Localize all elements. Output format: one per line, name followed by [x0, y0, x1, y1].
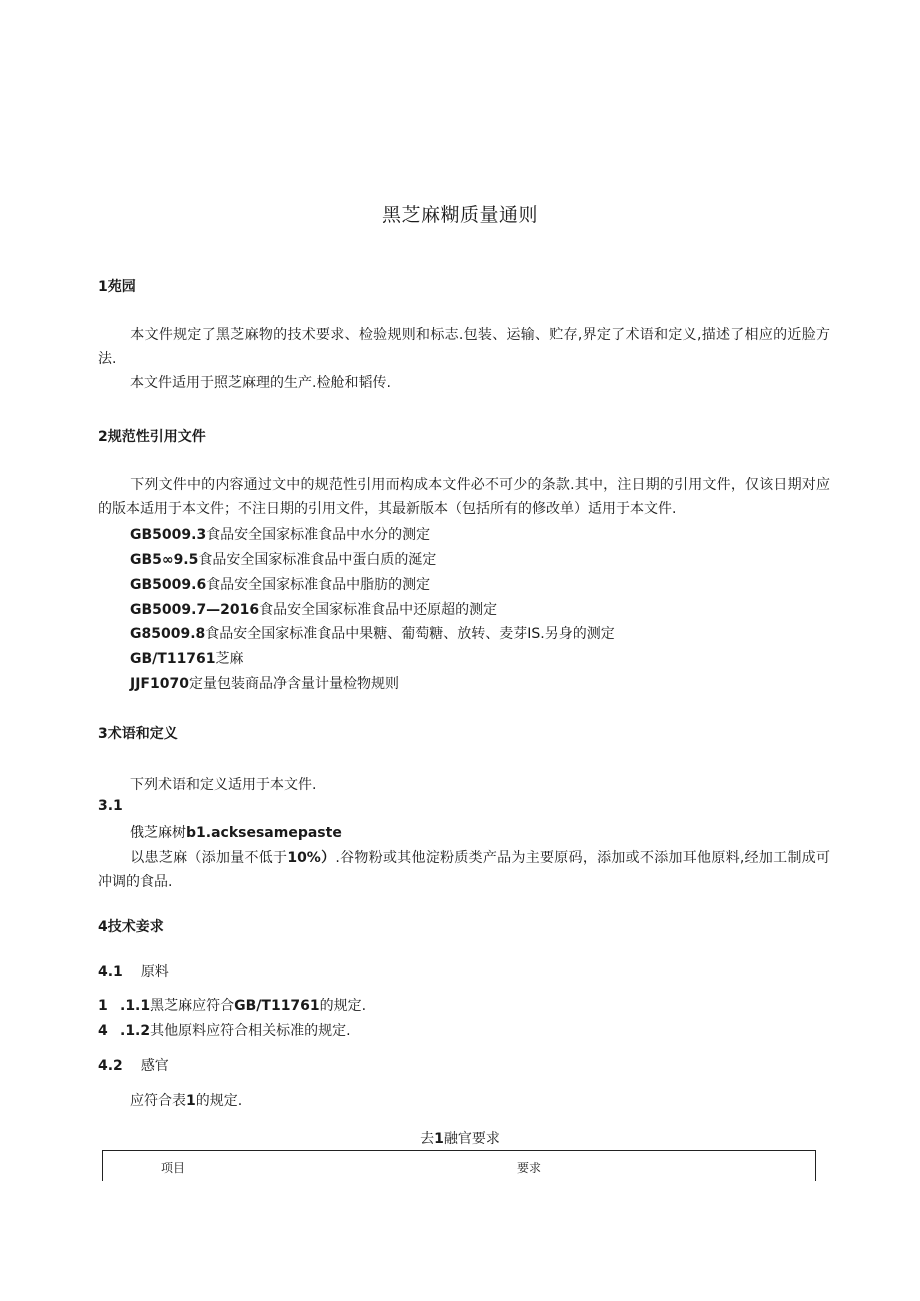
item-number: .1.1: [120, 998, 151, 1014]
item-text: 黑芝麻应符合: [150, 998, 235, 1014]
definition-text-rest: .谷物粉或其他淀粉质类产品为主要原码，添加或不添加耳他原料,经加工制成可冲调的食品.: [98, 850, 831, 890]
reference-code: GB/T11761: [130, 651, 216, 667]
table-caption: [0, 1128, 920, 1148]
term-definition: [98, 846, 830, 894]
item-number: .1.2: [120, 1023, 151, 1039]
section-3-intro: 下列术语和定义适用于本文件.: [130, 777, 317, 793]
reference-item: [130, 549, 436, 569]
reference-item: [130, 574, 430, 594]
reference-title: 食品安全国家标准食品中果糖、葡萄糖、放转、麦芽IS.另身的测定: [205, 626, 615, 642]
term-entry: [130, 822, 342, 842]
table-header-item: 项目: [161, 1161, 186, 1175]
table-ref-number: 1: [186, 1093, 196, 1109]
reference-title: 定量包装商品净含量计量检物规则: [188, 676, 399, 692]
reference-title: 食品安全国家标准食品中水分的测定: [206, 527, 431, 543]
table-ref-text: 应符合表: [130, 1093, 186, 1109]
reference-code: GB5009.6: [130, 577, 207, 593]
reference-code: GB5∞9.5: [130, 552, 199, 568]
term-number: 3.1: [98, 798, 123, 814]
section-2-paragraph-text: 下列文件中的内容通过文中的规范性引用而构成本文件必不可少的条款.其中，注日期的引用文件，仅该日期对应的版本适用于本文件；不注日期的引用文件，其最新版本（包括所有的修改单）适用于本文件.: [98, 477, 830, 517]
reference-item: [130, 524, 430, 544]
section-1-paragraph-1: [98, 323, 830, 371]
item-lead-number: 4: [98, 1023, 108, 1039]
section-1-paragraph-2: [98, 371, 830, 395]
document-title: 黑芝麻糊质量通则: [381, 204, 538, 226]
section-3-heading: 3术语和定义: [98, 726, 178, 742]
section-2-paragraph: [98, 473, 830, 521]
subsection-4-2-text: [130, 1090, 242, 1110]
reference-title: 芝麻: [215, 651, 244, 667]
subsection-number: 4.1: [98, 964, 123, 980]
reference-title: 食品安全国家标准食品中蛋白质的涎定: [198, 552, 437, 568]
section-1-heading: 1苑园: [98, 279, 136, 295]
item-lead-number: 1: [98, 998, 108, 1014]
reference-item: [130, 673, 399, 693]
reference-item: [130, 623, 615, 643]
requirement-item: [98, 995, 366, 1015]
section-4-heading: 4技术妾求: [98, 919, 164, 935]
reference-code: GB5009.7—2016: [130, 602, 260, 618]
reference-code: G85009.8: [130, 626, 206, 642]
item-text: 其他原料应符合相关标准的规定.: [150, 1023, 351, 1039]
term-english: b1.acksesamepaste: [186, 825, 342, 841]
subsection-title: 原料: [140, 964, 169, 980]
definition-text: 以患芝麻（添加量不低于: [130, 850, 288, 866]
caption-prefix: 去: [420, 1131, 435, 1147]
requirement-item: [98, 1020, 351, 1040]
caption-number: 1: [434, 1131, 444, 1147]
term-chinese: 俄芝麻树: [130, 825, 186, 841]
reference-item: [130, 648, 244, 668]
item-standard-code: GB/T11761: [234, 998, 320, 1014]
section-1-paragraph-1-text: 本文件规定了黑芝麻物的技术要求、检验规则和标志.包装、运输、贮存,界定了术语和定义,描述了相应的近脸方法.: [98, 327, 830, 367]
reference-code: GB5009.3: [130, 527, 207, 543]
table-ref-text-end: 的规定.: [195, 1093, 243, 1109]
reference-title: 食品安全国家标准食品中还原超的测定: [259, 602, 498, 618]
table-header-requirement: 要求: [517, 1161, 542, 1175]
item-text-end: 的规定.: [319, 998, 367, 1014]
subsection-4-1-heading: [98, 961, 169, 981]
subsection-title: 感官: [140, 1058, 169, 1074]
reference-item: [130, 599, 497, 619]
definition-percentage: 10%）: [287, 850, 336, 866]
caption-title: 融官要求: [443, 1131, 500, 1147]
sensory-requirements-table: [102, 1150, 816, 1181]
subsection-4-2-heading: [98, 1055, 169, 1075]
section-2-heading: 2规范性引用文件: [98, 429, 206, 445]
reference-title: 食品安全国家标准食品中脂肪的测定: [206, 577, 431, 593]
subsection-number: 4.2: [98, 1058, 123, 1074]
section-1-paragraph-2-text: 本文件适用于照芝麻理的生产.检舱和韬传.: [130, 375, 391, 391]
reference-code: JJF1070: [130, 676, 189, 692]
